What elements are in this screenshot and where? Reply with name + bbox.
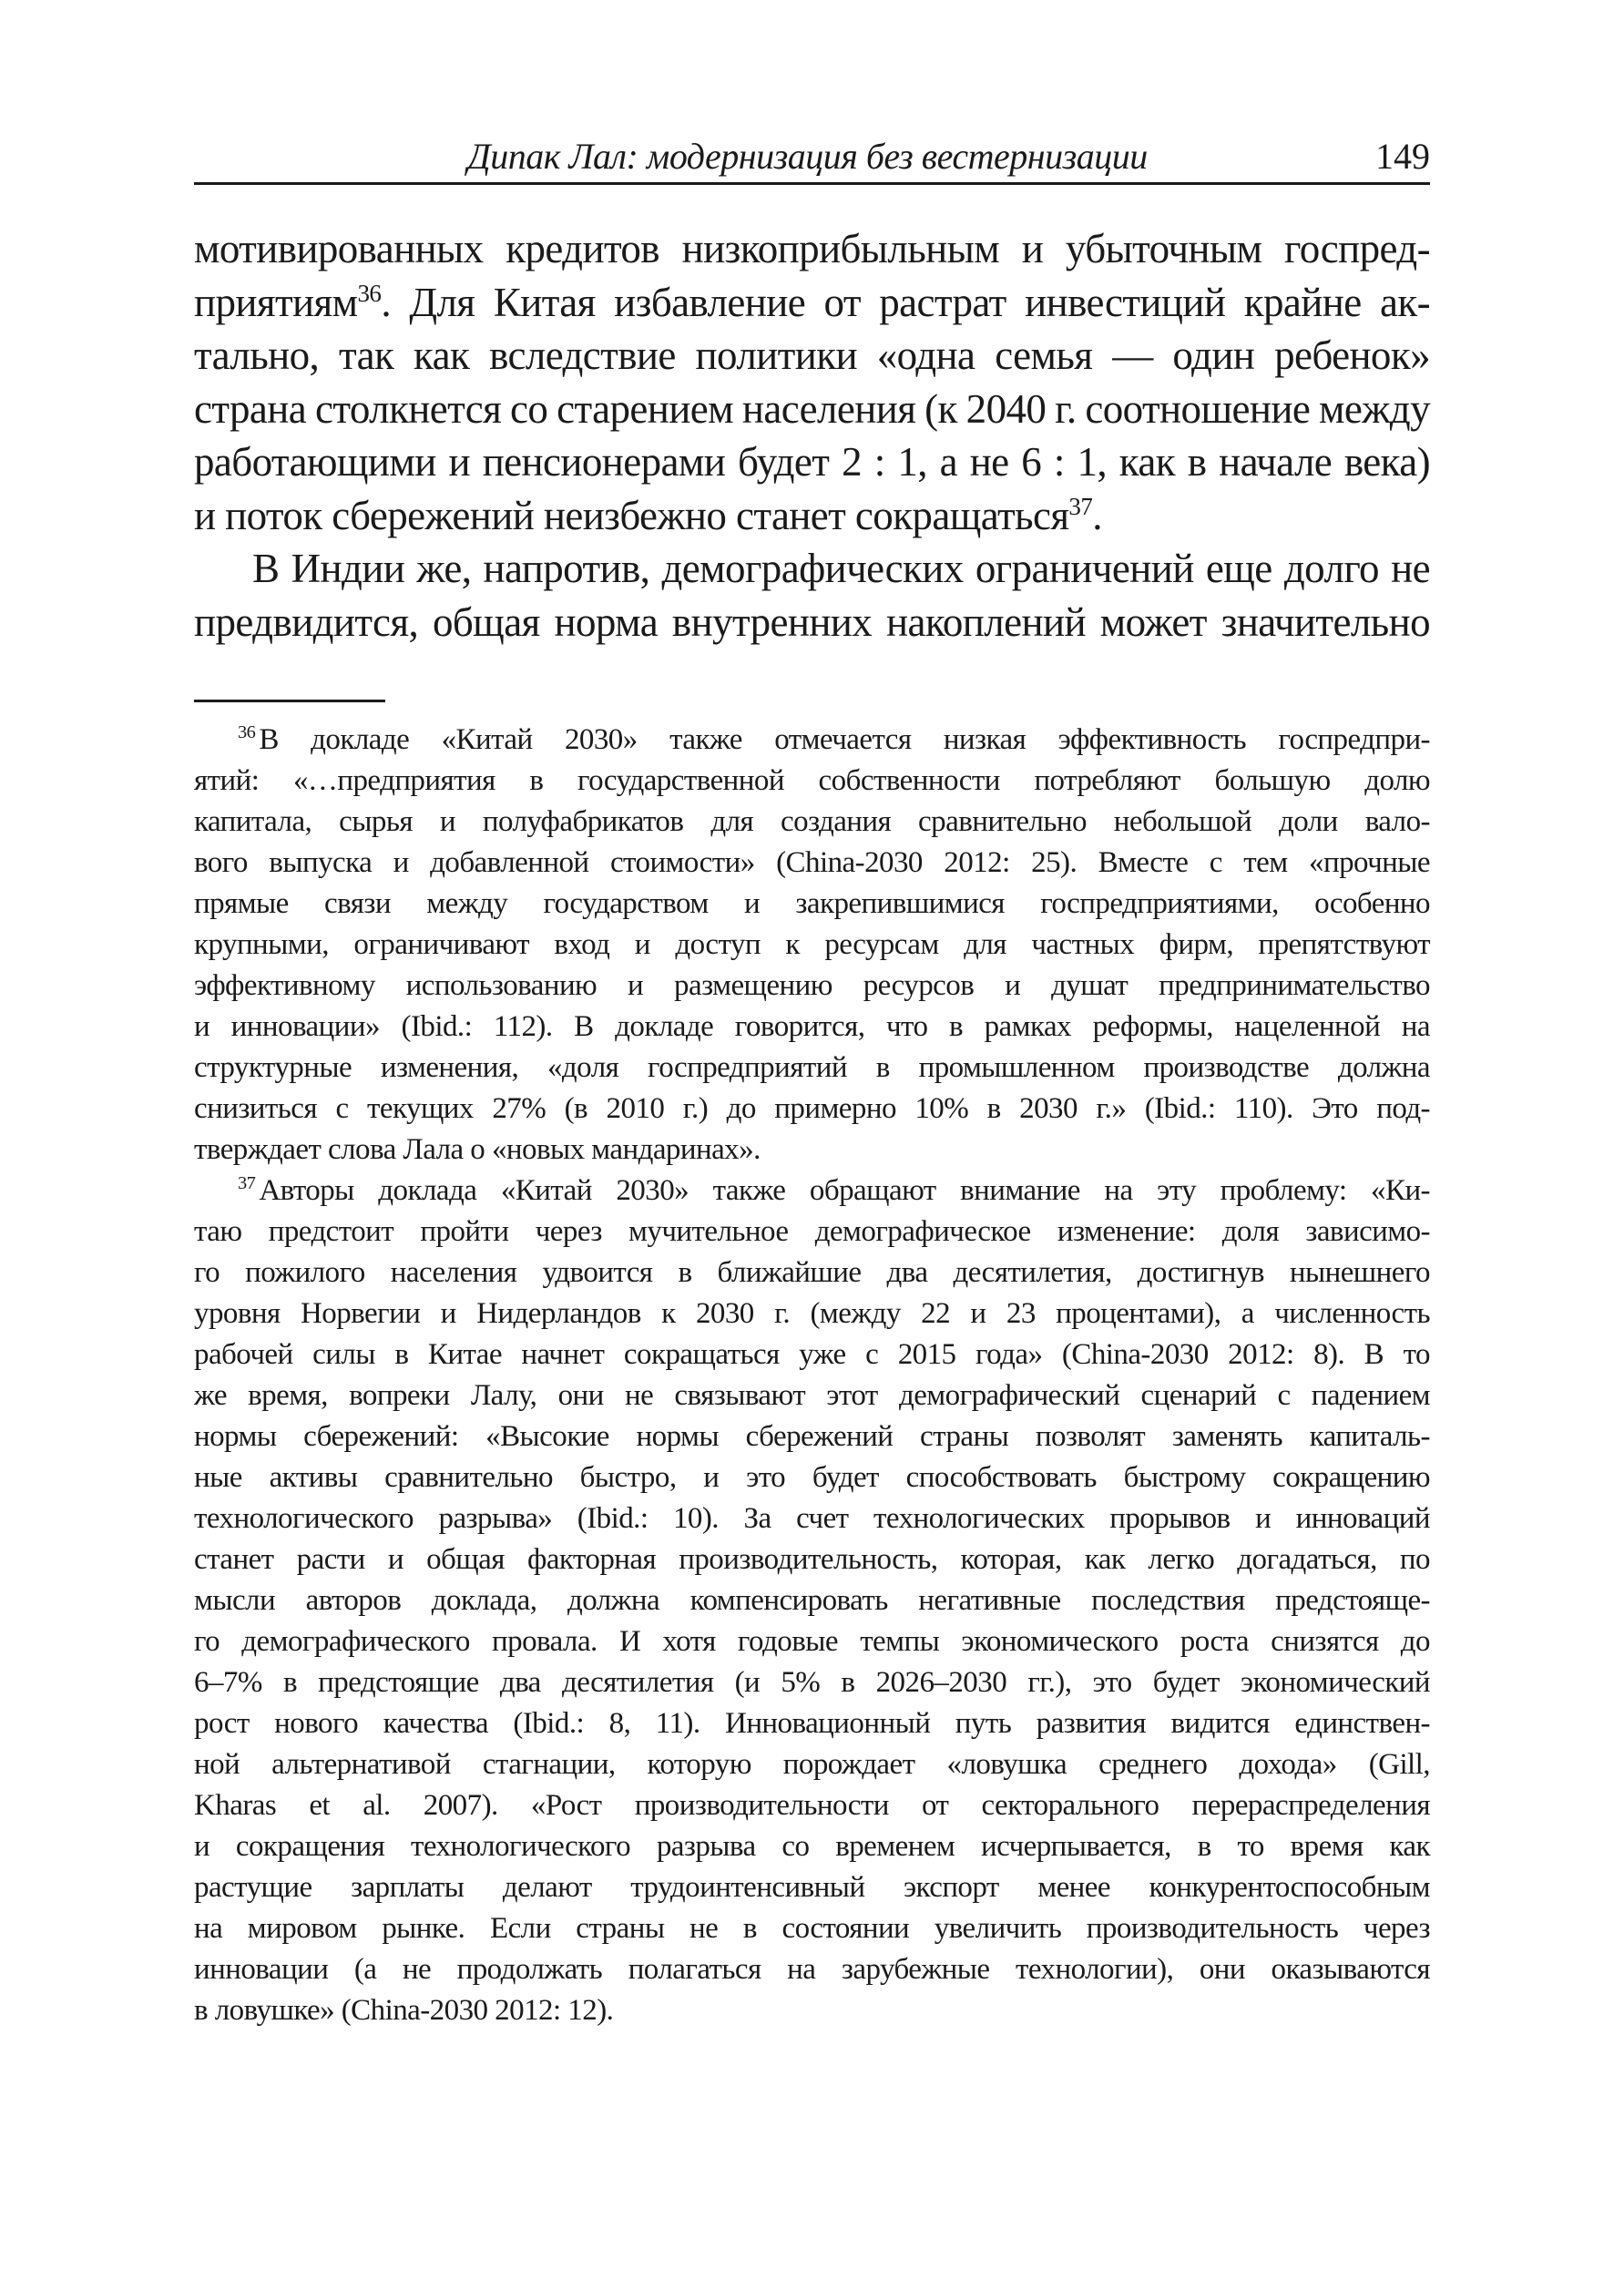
footnote-line: 6–7% в предстоящие два десятилетия (и 5% в 2026–2030 гг.), это будет экономический — [194, 1666, 1430, 1699]
footnote-number: 37 — [238, 1172, 256, 1193]
footnote-line: капитала, сырья и полуфабрикатов для создания сравнительно небольшой доли вало- — [194, 805, 1430, 838]
footnote-line: ятий: «…предприятия в государственной собственности потребляют большую долю — [194, 764, 1430, 797]
footnotes — [194, 720, 1430, 2031]
footnote-line: и сокращения технологического разрыва со временем исчерпывается, в то время как — [194, 1830, 1430, 1863]
footnote-line: таю предстоит пройти через мучительное демографическое изменение: доля зависимо- — [194, 1215, 1430, 1248]
page-number: 149 — [1375, 136, 1430, 177]
footnote-line: ные активы сравнительно быстро, и это будет способствовать быстрому сокращению — [194, 1461, 1430, 1494]
footnote-line: тверждает слова Лала о «новых мандаринах». — [194, 1133, 761, 1166]
footnote-line: го пожилого населения удвоится в ближайшие два десятилетия, достигнув нынешнего — [194, 1256, 1430, 1289]
footnote-line: станет расти и общая факторная производительность, которая, как легко догадаться, по — [194, 1543, 1430, 1576]
footnote-line: Kharas et al. 2007). «Рост производительности от секторального перераспределения — [194, 1789, 1430, 1822]
text-line: предвидится, общая норма внутренних накоплений может значительно — [194, 598, 1430, 645]
footnote-line: снизиться с текущих 27% (в 2010 г.) до примерно 10% в 2030 г.» (Ibid.: 110). Это под- — [194, 1092, 1430, 1125]
footnote-line: рабочей силы в Китае начнет сокращаться уже с 2015 года» (China-2030 2012: 8). В то — [194, 1338, 1430, 1371]
footnote-number: 36 — [238, 721, 256, 742]
footnote-36 — [194, 720, 1430, 1171]
footnote-line: эффективному использованию и размещению ресурсов и душат предпринимательство — [194, 969, 1430, 1002]
footnote-line: вого выпуска и добавленной стоимости» (China-2030 2012: 25). Вместе с тем «прочные — [194, 846, 1430, 879]
footnote-line: ной альтернативой стагнации, которую порождает «ловушка среднего дохода» (Gill, — [194, 1748, 1430, 1781]
paragraph-1 — [194, 222, 1430, 542]
footnote-line: нормы сбережений: «Высокие нормы сбережений страны позволят заменять капиталь- — [194, 1420, 1430, 1453]
footnote-line: же время, вопреки Лалу, они не связывают этот демографический сценарий с падением — [194, 1379, 1430, 1412]
running-title: Дипак Лал: модернизация без вестернизации — [467, 136, 1148, 177]
text-line: мотивированных кредитов низкоприбыльным и убыточным госпред- — [194, 226, 1430, 271]
paragraph-2 — [194, 542, 1430, 649]
header-rule — [194, 182, 1430, 185]
footnote-line: го демографического провала. И хотя годовые темпы экономического роста снизятся до — [194, 1625, 1430, 1658]
footnote-separator — [194, 700, 385, 702]
footnote-37 — [194, 1171, 1430, 2031]
footnote-line: мысли авторов доклада, должна компенсировать негативные последствия предстояще- — [194, 1584, 1430, 1617]
footnote-line: растущие зарплаты делают трудоинтенсивный экспорт менее конкурентоспособным — [194, 1871, 1430, 1904]
footnote-line: $^{36}$ В докладе «Китай 2030» также отмечается низкая эффективность госпредпри- — [238, 721, 1430, 756]
text-line: работающими и пенсионерами будет 2 : 1, а не 6 : 1, как в начале века) — [194, 439, 1430, 485]
footnote-line: на мировом рынке. Если страны не в состоянии увеличить производительность через — [194, 1912, 1430, 1945]
footnote-line: инновации (а не продолжать полагаться на зарубежные технологии), они оказываются — [194, 1953, 1430, 1986]
footnote-line: прямые связи между государством и закрепившимися госпредприятиями, особенно — [194, 887, 1430, 920]
running-header — [194, 135, 1430, 180]
footnote-ref-36[interactable]: 36 — [357, 279, 382, 307]
footnote-line: и инновации» (Ibid.: 112). В докладе говорится, что в рамках реформы, нацеленной на — [194, 1010, 1430, 1043]
footnote-line: структурные изменения, «доля госпредприятий в промышленном производстве должна — [194, 1051, 1430, 1084]
footnote-line: технологического разрыва» (Ibid.: 10). За счет технологических прорывов и инноваций — [194, 1502, 1430, 1535]
footnote-ref-37[interactable]: 37 — [1068, 492, 1093, 520]
footnote-line: рост нового качества (Ibid.: 8, 11). Инновационный путь развития видится единствен- — [194, 1707, 1430, 1740]
footnote-line: уровня Норвегии и Нидерландов к 2030 г. (между 22 и 23 процентами), а численность — [194, 1297, 1430, 1330]
text-line: страна столкнется со старением населения (к 2040 г. соотношение между — [194, 385, 1430, 432]
footnote-line: $^{37}$ Авторы доклада «Китай 2030» также обращают внимание на эту проблему: «Ки- — [238, 1172, 1430, 1207]
main-text — [194, 222, 1430, 649]
text-line: тально, так как вследствие политики «одна семья — один ребенок» — [194, 332, 1430, 378]
text-line: и поток сбережений неизбежно станет сокращаться$^{37}$. — [194, 492, 1102, 538]
text-line: приятиям$^{36}$. Для Китая избавление от растрат инвестиций крайне ак- — [194, 279, 1430, 325]
text-line: В Индии же, напротив, демографических ограничений еще долго не — [252, 546, 1430, 591]
footnote-line: крупными, ограничивают вход и доступ к ресурсам для частных фирм, препятствуют — [194, 928, 1430, 961]
footnote-line: в ловушке» (China-2030 2012: 12). — [194, 1994, 614, 2027]
